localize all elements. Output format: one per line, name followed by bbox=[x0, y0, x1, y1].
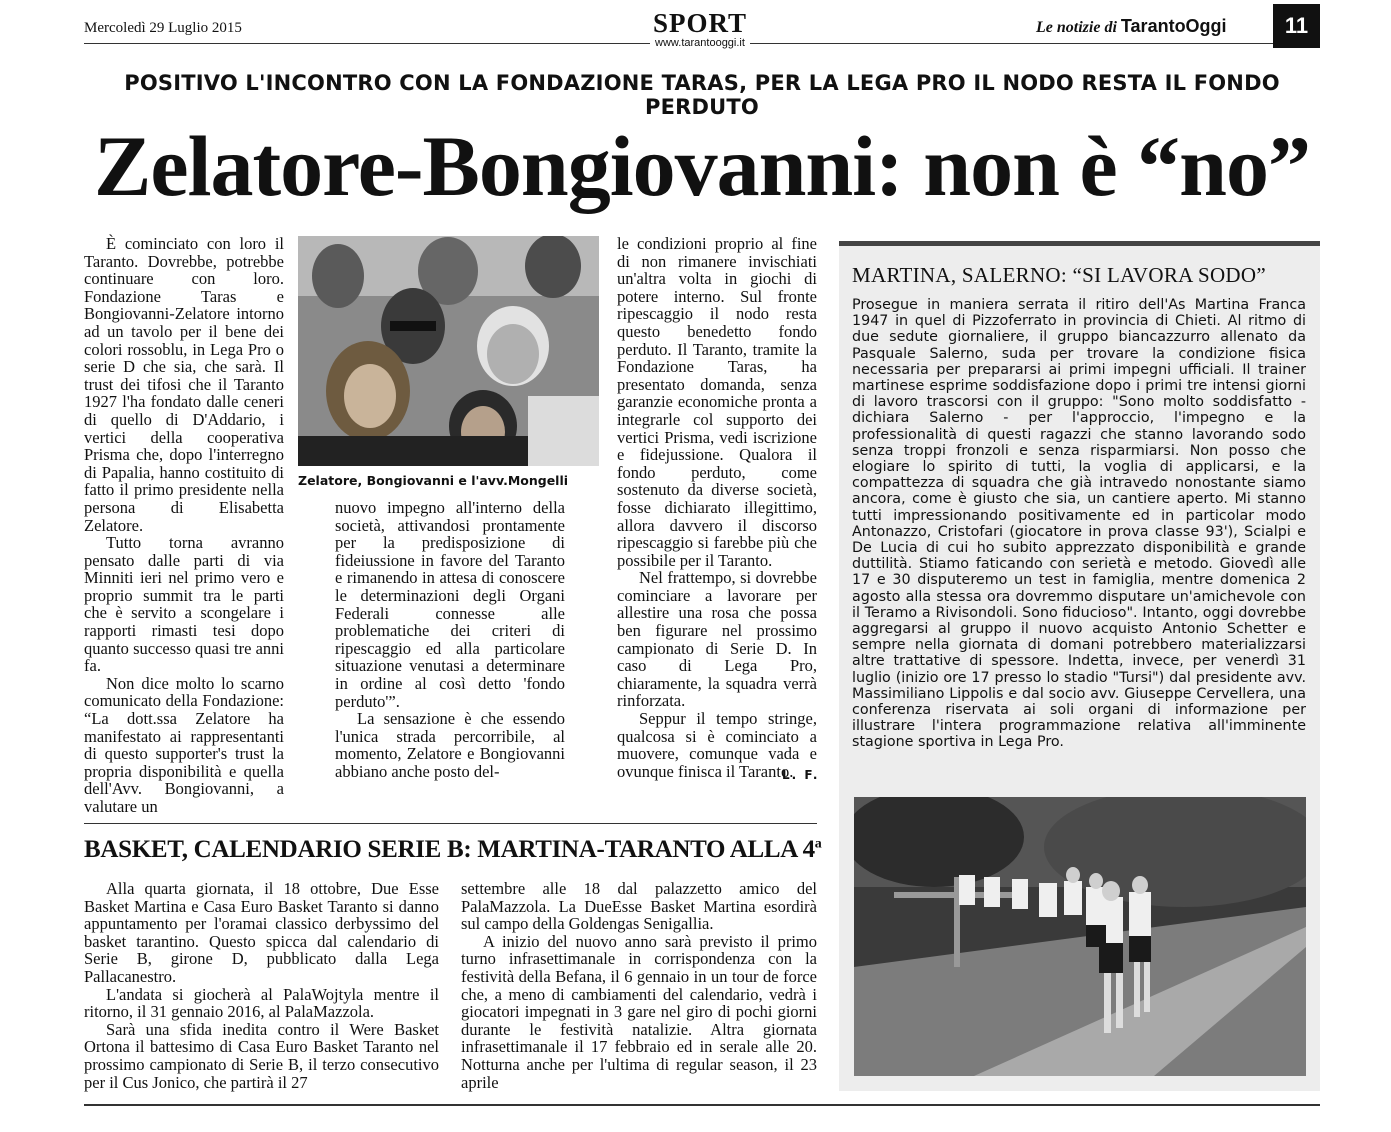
section-title: SPORT bbox=[652, 8, 748, 38]
paragraph: Tutto torna avranno pensato dalle parti di via Minniti ieri nel primo vero e proprio summit tra le parti che è servito a scongelare i rapporti rimasti tesi dopo quanto successo quasi tre anni fa. bbox=[84, 533, 284, 676]
article-column-3 bbox=[617, 234, 820, 782]
paragraph: settembre alle 18 dal palazzetto amico del PalaMazzola. La DueEsse Basket Martina esordirà sul campo della Goldengas Senigallia. bbox=[461, 879, 817, 934]
basket-column-2 bbox=[461, 880, 817, 1091]
brand-prefix: Le notizie di bbox=[1036, 19, 1117, 36]
page-bottom-rule bbox=[84, 1104, 1320, 1106]
paragraph: La sensazione è che essendo l'unica strada percorribile, al momento, Zelatore e Bongiovanni abbiano anche posto del- bbox=[335, 709, 565, 781]
article-column-2 bbox=[335, 499, 565, 781]
article-kicker: POSITIVO L'INCONTRO CON LA FONDAZIONE TARAS, PER LA LEGA PRO IL NODO RESTA IL FONDO PERDUTO bbox=[124, 71, 1280, 119]
basket-headline-text: BASKET, CALENDARIO SERIE B: MARTINA-TARANTO ALLA 4 bbox=[84, 836, 815, 863]
basket-headline bbox=[84, 836, 821, 864]
basket-top-rule bbox=[84, 823, 817, 824]
sidebar-top-rule bbox=[839, 241, 1320, 246]
basket-headline-superscript: a bbox=[814, 836, 822, 852]
website-url: www.tarantooggi.it bbox=[655, 37, 745, 49]
paragraph: Nel frattempo, si dovrebbe cominciare a lavorare per allestire una rosa che possa ben figurare nel prossimo campionato di Serie D. In caso di Lega Pro, chiaramente, la squadra verrà rinforzata. bbox=[617, 568, 817, 711]
sidebar-body bbox=[852, 297, 1306, 751]
section-label bbox=[640, 8, 760, 49]
page-number: 11 bbox=[1273, 4, 1320, 48]
newspaper-brand bbox=[1036, 16, 1227, 37]
paragraph: Alla quarta giornata, il 18 ottobre, Due Esse Basket Martina e Casa Euro Basket Taranto si danno appuntamento per l'oramai classico derbyssimo del basket tarantino. Questo spicca dal calendario di Serie B, girone D, pubblicato dalla Lega Pallacanestro. bbox=[84, 879, 439, 986]
paragraph: È cominciato con loro il Taranto. Dovrebbe, potrebbe continuare con loro. Fondazione Taras e Bongiovanni-Zelatore intorno ad un tavolo per il bene dei colori rossoblu, in Lega Pro o serie D che sia, che sarà. Il trust dei tifosi che il Taranto 1927 l'ha fondato dalle ceneri di quello di D'Addario, i vertici della cooperativa Prisma che, dopo l'interregno di Papalia, hanno costituito di fatto il primo presidente nella persona di Elisabetta Zelatore. bbox=[84, 234, 284, 535]
paragraph: A inizio del nuovo anno sarà previsto il primo turno infrasettimanale in corrispondenza con la festività della Befana, il 6 gennaio in un tour de force che, a meno di cambiamenti del calendario, vedrà i giocatori impegnati in 3 gare nel giro di pochi giorni durante le festività natalizie. Altra giornata infrasettimanale il 17 febbraio ed in serale alle 20. Notturna anche per l'ultima di regular season, il 23 aprile bbox=[461, 931, 817, 1092]
paragraph: Prosegue in maniera serrata il ritiro dell'As Martina Franca 1947 in quel di Pizzoferrato in provincia di Chieti. Al ritmo di due sedute giornaliere, il gruppo biancazzurro allenato da Pasquale Salerno, suda per trovare la condizione fisica necessaria per prepararsi ai primi impegni ufficiali. Il trainer martinese esprime soddisfazione dopo i primi tre intensi giorni di lavoro trascorsi con il gruppo: "Sono molto soddisfatto - dichiara Salerno - per l'approccio, l'impegno e la professionalità di questi ragazzi che stanno lavorando sodo senza troppi fronzoli e senza risparmiarsi. Non posso che elogiare lo spirito di tutti, la voglia di applicarsi, e la compattezza di squadra che già intravedo nonostante siamo ancora, come è giusto che sia, un cantiere aperto. Mi stanno tutti impressionando positivamente ed in particolar modo Antonazzo, Cristofari (giocatore in prova classe 93'), Scialpi e De Lucia di cui ho subito apprezzato disponibilità e grande duttilità. Stiamo faticando con serietà e metodo. Giovedì alle 17 e 30 disputeremo un test in famiglia, mentre domenica 2 agosto alla stessa ora dovremmo disputare un'amichevole con il Teramo a Rivisondoli. Sono fiducioso". Intanto, oggi dovrebbe aggregarsi al gruppo il nuovo acquisto Antonio Schetter e sempre nella giornata di domani potrebbero materializzarsi altre trattative di spessore. Indetta, invece, per venerdì 31 luglio (inizio ore 17 presso lo stadio "Tursi") dal presidente avv. Massimiliano Lippolis e dal socio avv. Giuseppe Cervellera, una conferenza riservata ai soli organi di informazione per illustrare l'intera programmazione relativa all'imminente stagione sportiva in Lega Pro. bbox=[852, 297, 1306, 751]
article-photo bbox=[298, 236, 599, 466]
paragraph: Seppur il tempo stringe, qualcosa si è cominciato a muovere, comunque vada e ovunque finisca il Taranto. bbox=[617, 709, 817, 781]
brand-name: TarantoOggi bbox=[1120, 16, 1227, 36]
article-headline: Zelatore-Bongiovanni: non è “no” bbox=[94, 118, 1310, 214]
players-walking-photo-graphic bbox=[854, 797, 1306, 1076]
sidebar-title: MARTINA, SALERNO: “SI LAVORA SODO” bbox=[852, 263, 1266, 287]
issue-date: Mercoledì 29 Luglio 2015 bbox=[84, 20, 242, 36]
paragraph: Non dice molto lo scarno comunicato della Fondazione: “La dott.ssa Zelatore ha manifestato ai rappresentanti di questo supporter's trust la propria disponibilità e quella dell'Avv. Bongiovanni, a valutare un bbox=[84, 673, 284, 816]
article-column-1 bbox=[84, 235, 284, 816]
sidebar-photo bbox=[854, 797, 1306, 1076]
crowd-photo-graphic bbox=[298, 236, 599, 466]
paragraph: L'andata si giocherà al PalaWojtyla mentre il ritorno, il 31 gennaio 2016, al PalaMazzola. bbox=[84, 984, 439, 1022]
author-signature: L. F. bbox=[782, 768, 820, 782]
paragraph: le condizioni proprio al fine di non rimanere invischiati un'altra volta in giochi di potere interno. Sul fronte ripescaggio il nodo resta questo benedetto fondo perduto. Il Taranto, tramite la Fondazione Taras, ha presentato domanda, senza garanzie economiche pronta a integrarle col supporto dei vertici Prisma, vedi iscrizione e fidejussione. Qualora il fondo perduto, come sostenuto da diverse società, fosse dichiarato illegittimo, allora davvero il discorso ripescaggio si farebbe più che possibile per il Taranto. bbox=[617, 234, 817, 570]
photo-caption: Zelatore, Bongiovanni e l'avv.Mongelli bbox=[298, 473, 569, 488]
basket-column-1 bbox=[84, 880, 439, 1091]
paragraph: nuovo impegno all'interno della società, attivandosi prontamente per la predisposizione di fideiussione in favore del Taranto e rimanendo in attesa di conoscere le determinazioni degli Organi Federali connesse alle problematiche dei criteri di ripescaggio ed alla particolare situazione venutasi a determinare in ordine al così detto 'fondo perduto'”. bbox=[335, 498, 565, 711]
paragraph: Sarà una sfida inedita contro il Were Basket Ortona il battesimo di Casa Euro Basket Taranto nel prossimo campionato di Serie B, il terzo consecutivo per il Cus Jonico, che partirà il 27 bbox=[84, 1019, 439, 1092]
